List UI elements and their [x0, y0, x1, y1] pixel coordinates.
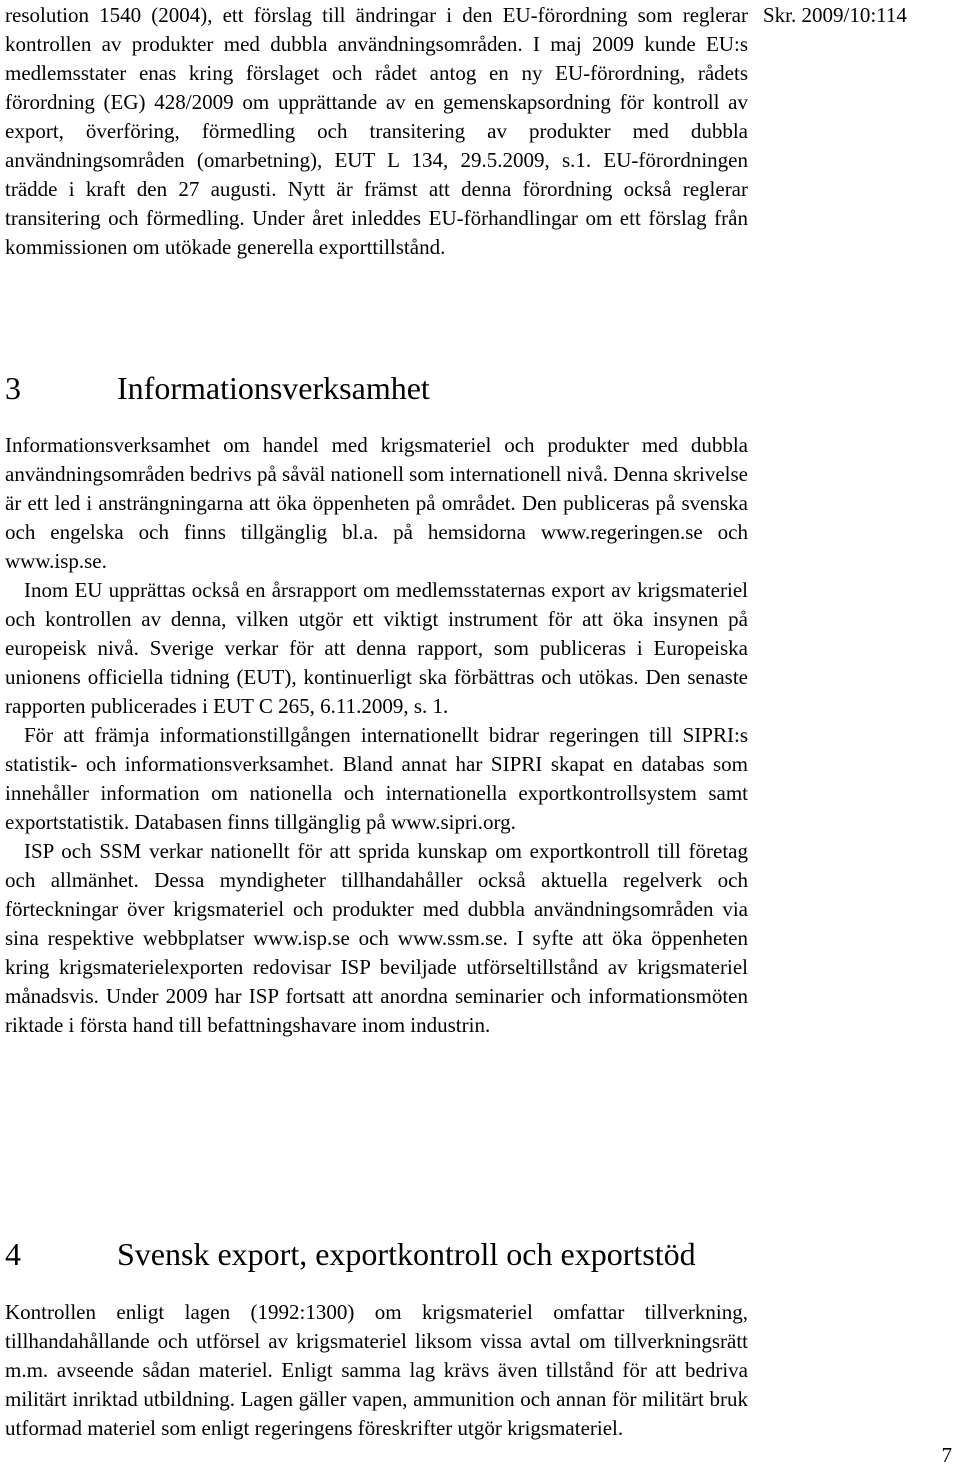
section-3-paragraph: Inom EU upprättas också en årsrapport om medlemsstaternas export av krigsmateriel och kontrollen av denna, vilken utgör ett viktigt instrument för att öka insynen på europeisk nivå. Sverige verkar för att denna rapport, som publiceras i Europeiska unionens officiella tidning (EUT), kontinuerligt ska förbättras och utökas. Den senaste rapporten publicerades i EUT C 265, 6.11.2009, s. 1.	[5, 578, 748, 718]
section-4-title: Svensk export, exportkontroll och exportstöd	[117, 1236, 696, 1272]
section-4-number: 4	[5, 1236, 21, 1272]
intro-paragraph: resolution 1540 (2004), ett förslag till ändringar i den EU-förordning som reglerar kontrollen av produkter med dubbla användningsområden. I maj 2009 kunde EU:s medlemsstater enas kring förslaget och rådet antog en ny EU-förordning, rådets förordning (EG) 428/2009 om upprättande av en gemenskapsordning för kontroll av export, överföring, förmedling och transitering av produkter med dubbla användningsområden (omarbetning), EUT L 134, 29.5.2009, s.1. EU-förordningen trädde i kraft den 27 augusti. Nytt är främst att denna förordning också reglerar transitering och förmedling. Under året inleddes EU-förhandlingar om ett förslag från kommissionen om utökade generella exporttillstånd.	[5, 3, 748, 259]
section-3-paragraph: Informationsverksamhet om handel med krigsmateriel och produkter med dubbla användningsområden bedrivs på såväl nationell som internationell nivå. Denna skrivelse är ett led i ansträngningarna att öka öppenheten på området. Den publiceras på svenska och engelska och finns tillgänglig bl.a. på hemsidorna www.regeringen.se och www.isp.se.	[5, 433, 748, 573]
section-3-title: Informationsverksamhet	[117, 370, 430, 406]
section-3-heading	[5, 368, 430, 408]
section-3-number: 3	[5, 370, 21, 406]
intro-block	[5, 1, 748, 262]
section-4-paragraph: Kontrollen enligt lagen (1992:1300) om krigsmateriel omfattar tillverkning, tillhandahållande och utförsel av krigsmateriel liksom vissa avtal om tillverkningsrätt m.m. avseende sådan materiel. Enligt samma lag krävs även tillstånd för att bedriva militärt inriktad utbildning. Lagen gäller vapen, ammunition och annan för militärt bruk utformad materiel som enligt regeringens föreskrifter utgör krigsmateriel.	[5, 1300, 748, 1440]
document-reference: Skr. 2009/10:114	[763, 3, 907, 27]
section-3-body	[5, 431, 748, 1040]
page-number: 7	[941, 1443, 952, 1467]
section-4-body	[5, 1298, 748, 1443]
section-4-heading	[5, 1234, 696, 1274]
section-3-paragraph: För att främja informationstillgången internationellt bidrar regeringen till SIPRI:s statistik- och informationsverksamhet. Bland annat har SIPRI skapat en databas som innehåller information om nationella och internationella exportkontrollsystem samt exportstatistik. Databasen finns tillgänglig på www.sipri.org.	[5, 723, 748, 834]
section-3-paragraph: ISP och SSM verkar nationellt för att sprida kunskap om exportkontroll till företag och allmänhet. Dessa myndigheter tillhandahåller också aktuella regelverk och förteckningar över krigsmateriel och produkter med dubbla användningsområden via sina respektive webbplatser www.isp.se och www.ssm.se. I syfte att öka öppenheten kring krigsmaterielexporten redovisar ISP beviljade utförseltillstånd av krigsmateriel månadsvis. Under 2009 har ISP fortsatt att anordna seminarier och informationsmöten riktade i första hand till befattningshavare inom industrin.	[5, 839, 748, 1037]
